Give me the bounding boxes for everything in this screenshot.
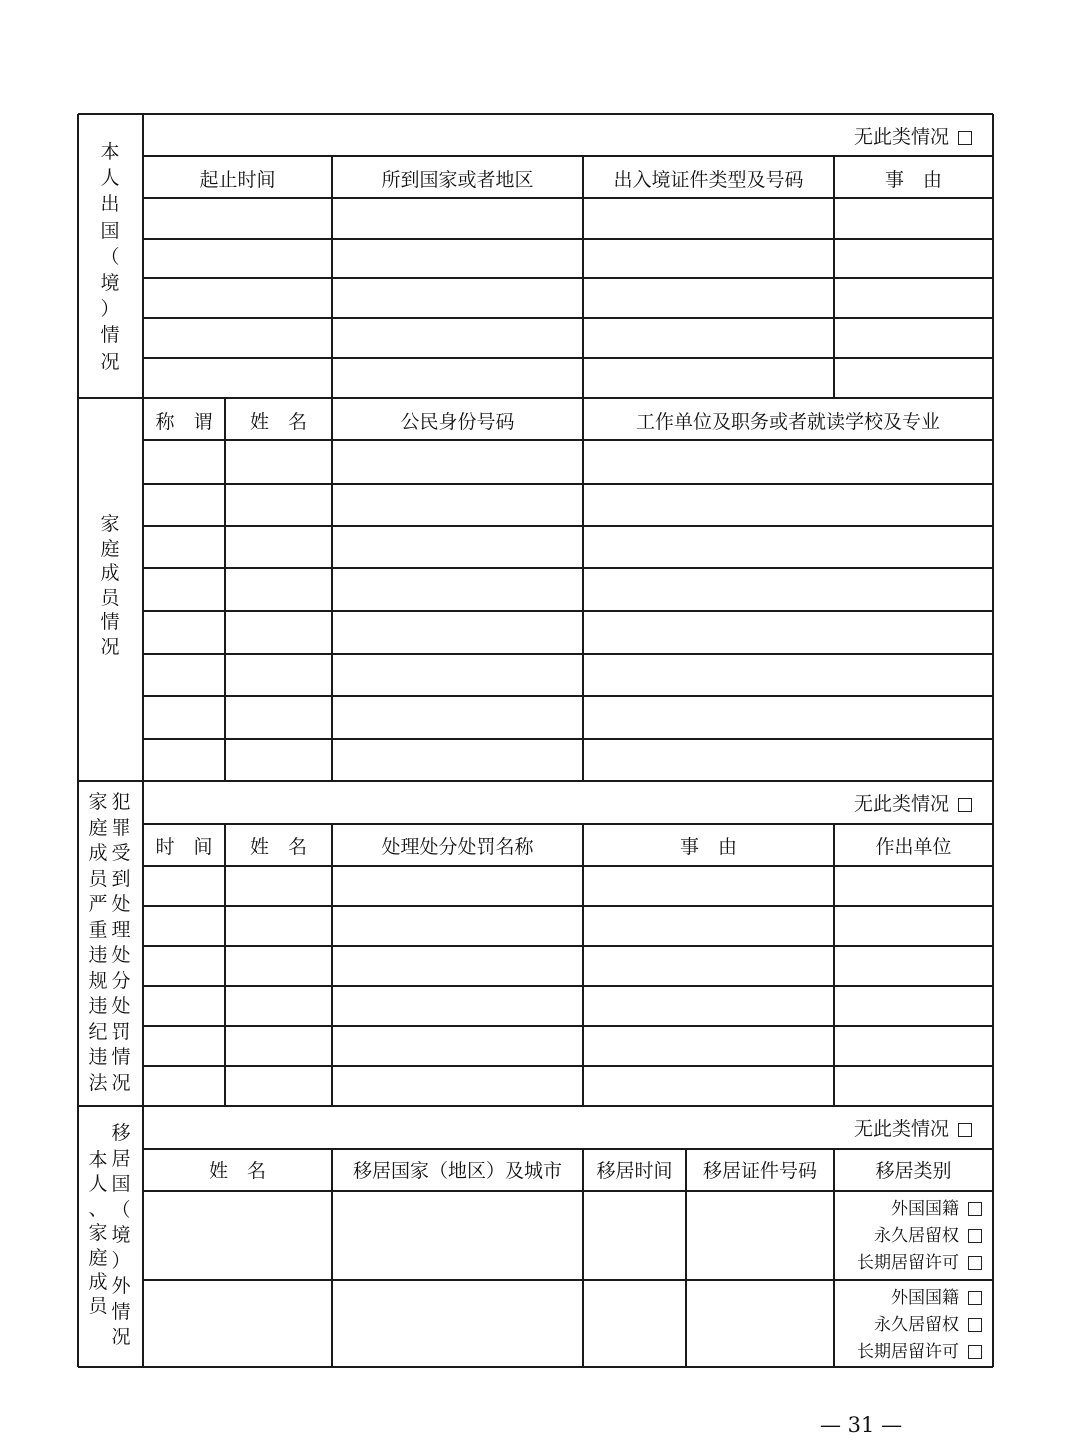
- option-permanent-residence[interactable]: [836, 1226, 982, 1246]
- grid-line: [833, 1149, 835, 1367]
- grid-line: [143, 439, 993, 441]
- grid-line: [143, 610, 993, 612]
- side-label-char: 外: [111, 1275, 131, 1297]
- grid-line: [582, 398, 584, 781]
- side-label-char: 国: [111, 1173, 131, 1195]
- side-label-char: 出: [100, 193, 120, 216]
- travel-none-option[interactable]: [700, 127, 972, 147]
- side-label-char: 员: [88, 1295, 108, 1318]
- side-label-char: 本: [100, 141, 120, 163]
- side-label-char: 家: [88, 791, 108, 813]
- checkbox[interactable]: [958, 131, 972, 145]
- option-label: 外国国籍: [891, 1288, 959, 1308]
- side-label-char: 违: [88, 944, 108, 966]
- grid-line: [143, 483, 993, 485]
- emigration-none-option[interactable]: [700, 1119, 972, 1139]
- side-label-char: 到: [111, 867, 131, 890]
- checkbox[interactable]: [968, 1202, 982, 1216]
- side-label-char: 况: [111, 1326, 131, 1348]
- header-name: 姓 名: [249, 411, 307, 433]
- side-label-char: 受: [111, 842, 131, 864]
- grid-line: [143, 197, 993, 199]
- side-label-char: （: [100, 245, 120, 268]
- grid-line: [143, 1148, 993, 1150]
- grid-line: [77, 114, 79, 1367]
- side-label-char: ）: [111, 1249, 131, 1272]
- side-label-char: 、: [88, 1197, 108, 1220]
- grid-line: [331, 824, 333, 1106]
- grid-line: [833, 156, 835, 398]
- option-label: 外国国籍: [891, 1199, 959, 1219]
- side-label-char: 移: [111, 1122, 131, 1144]
- header-reason: 事 由: [679, 836, 737, 858]
- checkbox[interactable]: [968, 1256, 982, 1270]
- side-label-char: 处: [111, 893, 131, 915]
- grid-line: [78, 397, 993, 399]
- header-period: 起止时间: [199, 169, 276, 191]
- side-label-char: 况: [100, 636, 120, 658]
- checkbox[interactable]: [968, 1229, 982, 1243]
- header-reason: 事 由: [884, 169, 942, 191]
- grid-line: [143, 738, 993, 740]
- grid-line: [582, 156, 584, 398]
- side-label-char: 家: [88, 1222, 108, 1245]
- header-name: 姓 名: [208, 1160, 266, 1182]
- side-label-char: 罪: [111, 816, 131, 839]
- grid-line: [78, 1105, 993, 1107]
- grid-line: [143, 525, 993, 527]
- header-time: 时 间: [155, 836, 213, 858]
- header-emigration-time: 移居时间: [596, 1160, 673, 1182]
- header-issuer: 作出单位: [875, 836, 952, 858]
- side-label-char: 庭: [100, 537, 120, 560]
- side-label-char: （: [111, 1198, 131, 1221]
- grid-line: [78, 1366, 993, 1368]
- grid-line: [143, 945, 993, 947]
- grid-line: [78, 780, 993, 782]
- header-work-unit: 工作单位及职务或者就读学校及专业: [635, 411, 940, 433]
- side-label-char: 成: [88, 1271, 108, 1293]
- option-foreign-nationality[interactable]: [836, 1199, 982, 1219]
- side-label-char: 理: [111, 918, 131, 941]
- side-label-char: 员: [100, 586, 120, 609]
- grid-line: [143, 277, 993, 279]
- side-label-char: 处: [111, 944, 131, 966]
- side-label-char: 规: [88, 969, 108, 992]
- grid-line: [143, 357, 993, 359]
- grid-line: [143, 1190, 993, 1192]
- side-label-char: ）: [100, 298, 120, 321]
- side-label-char: 境: [100, 272, 120, 294]
- option-long-term-residence[interactable]: [836, 1342, 982, 1362]
- grid-line: [143, 1025, 993, 1027]
- side-label-char: 居: [111, 1147, 131, 1170]
- side-label-char: 本: [88, 1149, 108, 1171]
- grid-line: [143, 567, 993, 569]
- grid-line: [224, 824, 226, 1106]
- option-label: 长期居留许可: [857, 1253, 959, 1273]
- header-penalty-name: 处理处分处罚名称: [381, 836, 534, 858]
- none-label: 无此类情况: [853, 1118, 949, 1140]
- side-label-char: 员: [88, 867, 108, 890]
- grid-line: [143, 905, 993, 907]
- header-emigration-type: 移居类别: [875, 1160, 952, 1182]
- side-label-char: 庭: [88, 1246, 108, 1269]
- crime-none-option[interactable]: [700, 794, 972, 814]
- header-country: 所到国家或者地区: [381, 169, 534, 191]
- header-emigration-document: 移居证件号码: [702, 1160, 817, 1182]
- side-label-char: 分: [111, 969, 131, 992]
- grid-line: [224, 398, 226, 781]
- header-destination: 移居国家（地区）及城市: [352, 1160, 562, 1182]
- side-label-char: 违: [88, 1046, 108, 1068]
- grid-line: [582, 824, 584, 1106]
- checkbox[interactable]: [968, 1291, 982, 1305]
- side-label-char: 况: [111, 1071, 131, 1094]
- checkbox[interactable]: [958, 1123, 972, 1137]
- header-id-number: 公民身份号码: [400, 411, 515, 433]
- grid-line: [143, 823, 993, 825]
- side-label-char: 人: [88, 1173, 108, 1196]
- side-label-char: 成: [100, 562, 120, 585]
- side-label-char: 犯: [111, 791, 131, 813]
- option-permanent-residence[interactable]: [836, 1315, 982, 1335]
- grid-line: [143, 238, 993, 240]
- side-label-char: 庭: [88, 816, 108, 839]
- grid-line: [143, 865, 993, 867]
- side-label-char: 违: [88, 995, 108, 1017]
- side-label-char: 人: [100, 167, 120, 190]
- grid-line: [331, 156, 333, 398]
- side-label-char: 严: [88, 893, 108, 915]
- checkbox[interactable]: [968, 1345, 982, 1359]
- grid-line: [331, 1149, 333, 1367]
- side-label-char: 罚: [111, 1020, 131, 1043]
- grid-line: [143, 985, 993, 987]
- option-label: 永久居留权: [874, 1226, 959, 1246]
- side-label-char: 情: [100, 611, 120, 634]
- side-label-char: 处: [111, 995, 131, 1017]
- option-foreign-nationality[interactable]: [836, 1288, 982, 1308]
- grid-line: [143, 695, 993, 697]
- header-name: 姓 名: [249, 836, 307, 858]
- side-label-char: 法: [88, 1071, 108, 1094]
- side-label-char: 重: [88, 918, 108, 941]
- grid-line: [582, 1149, 584, 1367]
- header-relation: 称 谓: [155, 411, 213, 433]
- grid-line: [331, 398, 333, 781]
- side-label-char: 纪: [88, 1020, 108, 1043]
- grid-line: [143, 653, 993, 655]
- grid-line: [833, 824, 835, 1106]
- none-label: 无此类情况: [853, 126, 949, 148]
- option-label: 长期居留许可: [857, 1342, 959, 1362]
- side-label-char: 国: [100, 219, 120, 242]
- checkbox[interactable]: [958, 798, 972, 812]
- grid-line: [78, 113, 993, 115]
- side-label-char: 情: [111, 1300, 131, 1323]
- side-label-char: 家: [100, 513, 120, 535]
- side-label-char: 情: [100, 324, 120, 347]
- side-label-char: 况: [100, 350, 120, 373]
- grid-line: [143, 1279, 993, 1281]
- none-label: 无此类情况: [853, 793, 949, 815]
- checkbox[interactable]: [968, 1318, 982, 1332]
- grid-line: [143, 155, 993, 157]
- side-label-char: 境: [111, 1224, 131, 1246]
- grid-line: [685, 1149, 687, 1367]
- option-long-term-residence[interactable]: [836, 1253, 982, 1273]
- option-label: 永久居留权: [874, 1315, 959, 1335]
- page-number: — 31 —: [820, 1413, 903, 1437]
- grid-line: [143, 317, 993, 319]
- side-label-char: 情: [111, 1046, 131, 1068]
- side-label-char: 成: [88, 842, 108, 864]
- header-document: 出入境证件类型及号码: [613, 169, 804, 191]
- grid-line: [143, 1065, 993, 1067]
